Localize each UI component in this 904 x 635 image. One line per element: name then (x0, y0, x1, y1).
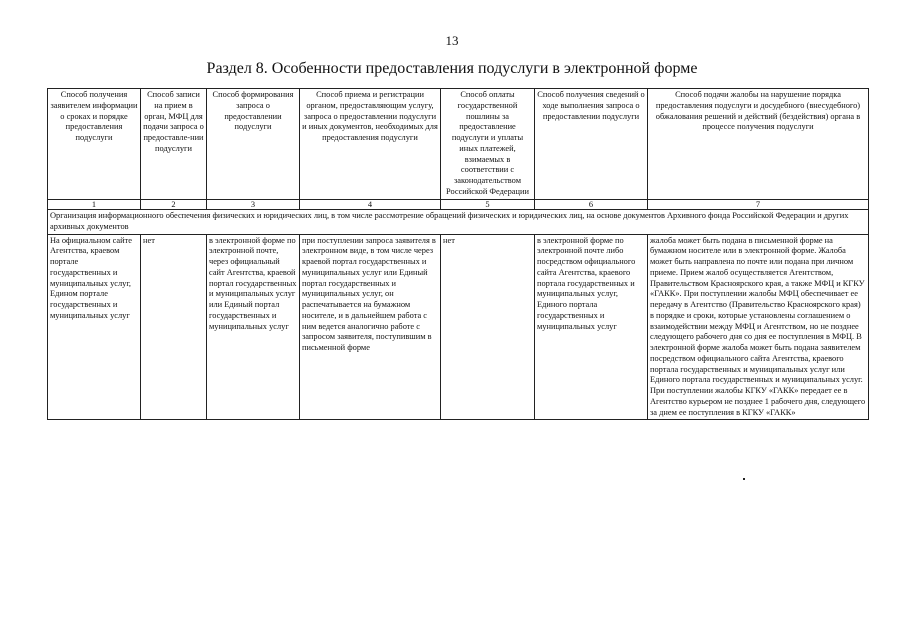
section-row (48, 210, 869, 235)
cell-request-forming: в электронной форме по электронной почте, через официальный сайт Агентства, краевой портал государственных и муниципальных услуг или Единый портал государственных и муниципальных услуг (207, 234, 300, 420)
cell-request-registration: при поступлении запроса заявителя в электронном виде, в том числе через краевой портал государственных и муниципальных услуг или Единый портал государственных и муниципальных услуг, он распечатывается на бумажном носителе, и в дальнейшем работа с ним ведется аналогично работе с запросом заявителя, поступившим в письменной форме (300, 234, 441, 420)
cell-payment-method: нет (441, 234, 535, 420)
header-cell-appointment-method: Способ записи на прием в орган, МФЦ для подачи запроса о предоставле-нии подуслуги (141, 89, 207, 200)
header-cell-payment-method: Способ оплаты государственной пошлины за предоставление подуслуги и уплаты иных платежей, взимаемых в соответствии с законодательством Российской Федерации (441, 89, 535, 200)
page-title: Раздел 8. Особенности предоставления подуслуги в электронной форме (206, 60, 698, 77)
table-row (48, 234, 869, 420)
column-number: 7 (648, 199, 869, 210)
page-number: 13 (445, 33, 459, 48)
column-number: 3 (207, 199, 300, 210)
column-number: 1 (48, 199, 141, 210)
header-row (48, 89, 869, 200)
column-number: 6 (535, 199, 648, 210)
column-number-row (48, 199, 869, 210)
header-cell-status-info: Способ получения сведений о ходе выполнения запроса о предоставлении подуслуги (535, 89, 648, 200)
column-number: 5 (441, 199, 535, 210)
section-title: Организация информационного обеспечения физических и юридических лиц, в том числе рассмотрение обращений физических и юридических лиц, на основе документов Архивного фонда Российской Федерации и других архивных документов (48, 210, 869, 235)
header-cell-request-forming: Способ формирования запроса о предоставлении подуслуги (207, 89, 300, 200)
column-number: 4 (300, 199, 441, 210)
column-number: 2 (141, 199, 207, 210)
services-table (47, 88, 869, 420)
header-cell-complaint-method: Способ подачи жалобы на нарушение порядка предоставления подуслуги и досудебного (внесудебного) обжалования решений и действий (бездействия) органа в процессе получения подуслуги (648, 89, 869, 200)
scan-speck (743, 478, 745, 480)
header-cell-info-method: Способ получения заявителем информации о сроках и порядке предоставления подуслуги (48, 89, 141, 200)
cell-complaint-method: жалоба может быть подана в письменной форме на бумажном носителе или в электронной форме. Жалоба может быть направлена по почте или подана при личном приеме. Прием жалоб осуществляется Агентством, Правительством Красноярского края, а также МФЦ и КГКУ «ГАКК». При поступлении жалобы МФЦ обеспечивает ее передачу в Агентство (Правительство Красноярского края) в порядке и сроки, которые установлены соглашением о взаимодействии между МФЦ и Агентством, но не позднее следующего рабочего дня со дня ее поступления в МФЦ. В электронной форме жалоба может быть подана заявителем посредством официального сайта Агентства, краевого портала государственных и муниципальных услуг или Единого портала государственных и муниципальных услуг. При поступлении жалобы КГКУ «ГАКК» передает ее в Агентство курьером не позднее 1 рабочего дня, следующего за днем ее поступления в КГКУ «ГАКК» (648, 234, 869, 420)
cell-status-info: в электронной форме по электронной почте либо посредством официального сайта Агентства, краевого портала государственных и муниципальных услуг, Единого портала государственных и муниципальных услуг (535, 234, 648, 420)
cell-info-method: На официальном сайте Агентства, краевом портале государственных и муниципальных услуг, Едином портале государственных и муниципальных услуг (48, 234, 141, 420)
header-cell-request-registration: Способ приема и регистрации органом, предоставляющим услугу, запроса о предоставлении подуслуги и иных документов, необходимых для предоставления подуслуги (300, 89, 441, 200)
cell-appointment-method: нет (141, 234, 207, 420)
